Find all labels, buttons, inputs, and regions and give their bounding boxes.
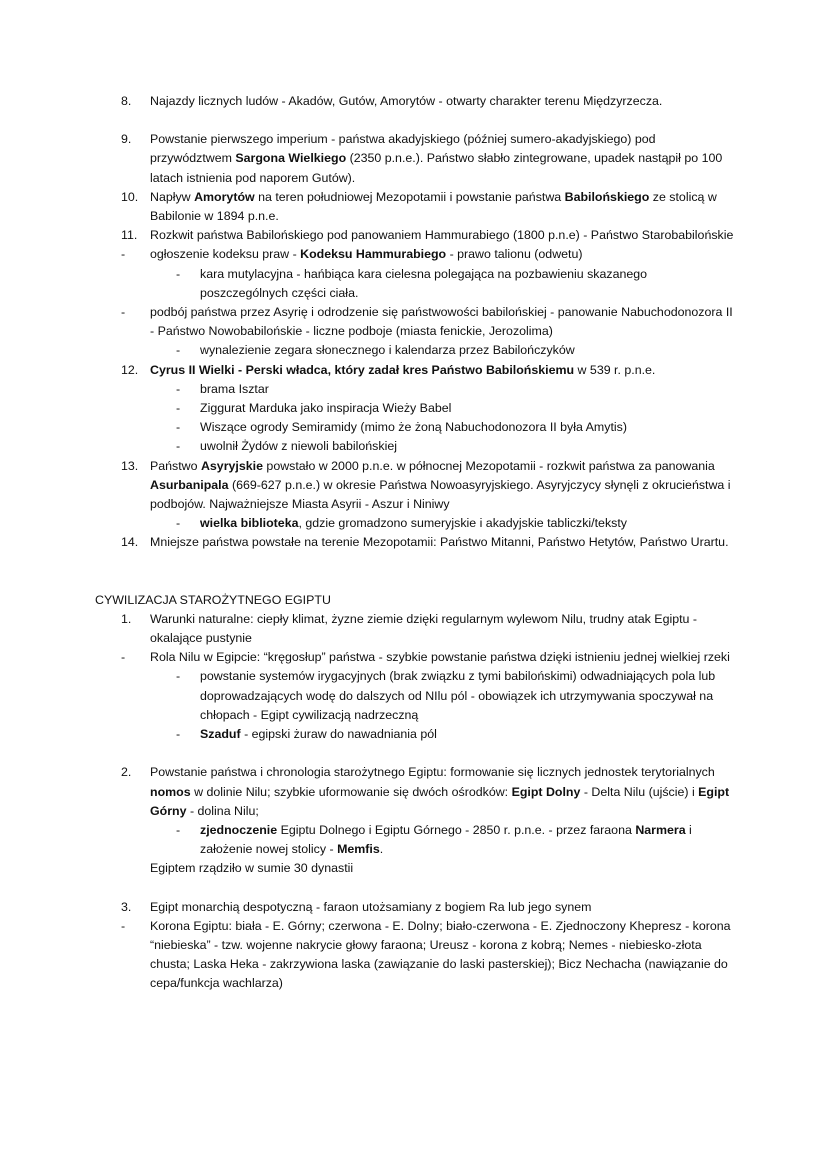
list-marker-dash: - — [121, 247, 126, 262]
sub-item-brama-isztar — [176, 380, 735, 399]
list-marker: 10. — [121, 189, 139, 204]
sub-item-text: powstanie systemów irygacyjnych (brak związku z tymi babilońskimi) odwadniających pola lub doprowadzających wodę do dalszych od NIlu pól - obowiązek ich utrzymywania spoczywał na chłopach - Egipt cywilizacją nadrzeczną — [200, 669, 716, 722]
list-item-korona-egiptu — [121, 917, 735, 994]
text-run: , gdzie gromadzono sumeryjskie i akadyjskie tabliczki/teksty — [298, 516, 627, 531]
list-item-text — [150, 763, 735, 821]
sub-item-szaduf — [176, 725, 735, 744]
sub-item-zegar-sloneczny — [176, 341, 735, 360]
text-run: powstało w 2000 p.n.e. w północnej Mezopotamii - rozkwit państwa za panowania — [262, 458, 715, 473]
list-marker-dash: - — [176, 669, 181, 684]
list-marker: 11. — [121, 228, 138, 243]
list-marker: 14. — [121, 535, 139, 550]
text-run: Rozkwit państwa Babilońskiego pod panowaniem Hammurabiego (1800 p.n.e) - Państwo Starobabilońskie — [150, 228, 734, 243]
text-run: na teren południowej Mezopotamii i powstanie państwa — [254, 189, 565, 204]
sub-item-wielka-biblioteka — [176, 514, 735, 533]
text-run: (2350 p.n.e.). Państwo słabło zintegrowane, upadek nastąpił po 100 latach istnienia pod naporem Gutów). — [150, 151, 723, 185]
list-item-text — [150, 361, 735, 380]
text-run: . — [379, 842, 384, 857]
bold-run: Memfis — [337, 842, 380, 857]
sub-item-kara-mutylacyjna — [176, 265, 735, 303]
text-run: - egipski żuraw do nawadniania pól — [240, 727, 437, 742]
text-run: ogłoszenie kodeksu praw - — [150, 247, 301, 262]
text-run: - prawo talionu (odwetu) — [446, 247, 583, 262]
list-marker: 3. — [121, 899, 132, 914]
list-item-podboj — [121, 303, 735, 341]
spacer — [95, 553, 735, 591]
bold-run: zjednoczenie — [200, 822, 278, 837]
bold-run: Sargona Wielkiego — [235, 151, 347, 166]
bold-run: Egipt Górny — [150, 784, 730, 818]
bold-run: Narmera — [635, 822, 686, 837]
text-run: Powstanie pierwszego imperium - państwa akadyjskiego (później sumero-akadyjskiego) pod przywództwem — [150, 132, 656, 166]
bold-run: Babilońskiego — [564, 189, 650, 204]
text-run: Powstanie państwa i chronologia starożytnego Egiptu: formowanie się licznych jednostek terytorialnych — [150, 765, 715, 780]
list-marker-dash: - — [176, 439, 181, 454]
bold-run: Cyrus II Wielki - Perski władca, który zadał kres Państwo Babilońskiemu — [150, 362, 575, 377]
list-marker-dash: - — [176, 822, 181, 837]
text-run: Egiptu Dolnego i Egiptu Górnego - 2850 r. p.n.e. - przez faraona — [277, 822, 636, 837]
list-marker: 1. — [121, 611, 132, 626]
sub-item-text: brama Isztar — [200, 381, 269, 396]
text-run: Napływ — [150, 189, 195, 204]
bold-run: Asyryjskie — [200, 458, 263, 473]
text-run: (669-627 p.n.e.) w okresie Państwa Nowoasyryjskiego. Asyryjczycy słynęli z okrucieństwa i podbojów. Najważniejsze Miasta Asyrii - Aszur i Niniwy — [150, 477, 731, 512]
list-marker: 12. — [121, 362, 139, 377]
text-run: ze stolicą w Babilonie w 1894 p.n.e. — [150, 189, 717, 224]
list-marker: 8. — [121, 94, 132, 108]
list-marker-dash: - — [121, 918, 126, 933]
sub-item-text: uwolnił Żydów z niewoli babilońskiej — [200, 439, 397, 454]
list-marker-dash: - — [176, 266, 181, 281]
list-item-kodeks — [121, 245, 735, 264]
text-run: - Delta Nilu (ujście) i — [580, 784, 699, 799]
list-item-text — [150, 457, 735, 515]
list-item-14 — [121, 533, 735, 552]
list-item-8 — [121, 92, 735, 111]
list-item-text: Rola Nilu w Egipcie: “kręgosłup” państwa - szybkie powstanie państwa dzięki istnieniu jednej wielkiej rzeki — [150, 650, 730, 665]
sub-item-text: wynalezienie zegara słonecznego i kalendarza przez Babilończyków — [200, 343, 575, 358]
document-body — [95, 92, 735, 994]
spacer — [95, 744, 735, 763]
spacer — [95, 111, 735, 130]
list-marker-dash: - — [176, 420, 181, 435]
bold-run: wielka biblioteka — [200, 516, 299, 531]
list-item-10 — [121, 188, 735, 226]
list-item-text: Warunki naturalne: ciepły klimat, żyzne ziemie dzięki regularnym wylewom Nilu, trudny atak Egiptu - okalające pustynie — [150, 611, 698, 646]
bold-run: Szaduf — [200, 727, 241, 742]
list-marker-dash: - — [176, 343, 181, 358]
list-marker-dash: - — [176, 401, 181, 416]
list-item-rola-nilu — [121, 648, 735, 667]
list-item-text: Korona Egiptu: biała - E. Górny; czerwona - E. Dolny; biało-czerwona - E. Zjednoczony Khepresz - korona “niebieska” - tzw. wojenne nakrycie głowy faraona; Ureusz - korona z kobrą; Nemes - niebiesko-złota chusta; Laska Heka - zakrzywiona laska (zawiązanie do laski pasterskiej); Bicz Nechacha (nawiązanie do cepa/funkcja wachlarza) — [150, 918, 731, 991]
list-item-13 — [121, 457, 735, 515]
sub-item-zjednoczenie — [176, 821, 735, 859]
spacer — [95, 879, 735, 898]
sub-item-text: Ziggurat Marduka jako inspiracja Wieży Babel — [200, 401, 452, 416]
list-marker-dash: - — [121, 650, 126, 665]
text-run: Państwo — [150, 458, 201, 473]
text-run: w 539 r. p.n.e. — [574, 362, 656, 377]
sub-item-text — [200, 725, 735, 744]
list-item-text — [150, 130, 735, 188]
sub-item-text: kara mutylacyjna - hańbiąca kara cielesna polegająca na pozbawieniu skazanego poszczególnych części ciała. — [200, 266, 648, 300]
list-marker-dash: - — [176, 727, 181, 742]
bold-run: Amorytów — [194, 189, 255, 204]
sub-item-systemy-irygacyjne — [176, 667, 735, 725]
list-item-text: Egipt monarchią despotyczną - faraon utożsamiany z bogiem Ra lub jego synem — [150, 899, 592, 914]
list-marker: 2. — [121, 765, 132, 780]
list-item-egipt-1 — [121, 610, 735, 648]
text-run: Najazdy licznych ludów - Akadów, Gutów, Amorytów - otwarty charakter terenu Międzyrzecza. — [150, 94, 663, 108]
bold-run: Kodeksu Hammurabiego — [300, 247, 447, 262]
list-item-text — [150, 245, 735, 264]
list-item-text: Mniejsze państwa powstałe na terenie Mezopotamii: Państwo Mitanni, Państwo Hetytów, Państwo Urartu. — [150, 535, 729, 550]
text-run: - dolina Nilu; — [186, 803, 259, 818]
bold-run: nomos — [150, 784, 191, 799]
list-item-text: podbój państwa przez Asyrię i odrodzenie się państwowości babilońskiej - panowanie Nabuchodonozora II - Państwo Nowobabilońskie - liczne podboje (miasta fenickie, Jerozolima) — [150, 305, 733, 339]
sub-item-text: Wiszące ogrody Semiramidy (mimo że żoną Nabuchodonozora II była Amytis) — [200, 420, 627, 435]
sub-item-ziggurat-marduka — [176, 399, 735, 418]
list-item-text — [150, 92, 735, 111]
list-marker: 13. — [121, 458, 139, 473]
list-item-11 — [121, 226, 735, 245]
bold-run: Egipt Dolny — [511, 784, 581, 799]
sub-item-wiszace-ogrody — [176, 418, 735, 437]
list-item-text — [150, 226, 735, 245]
list-item-egipt-2 — [121, 763, 735, 821]
list-item-egipt-3 — [121, 898, 735, 917]
bold-run: Asurbanipala — [150, 477, 229, 492]
sub-item-text — [200, 821, 735, 859]
list-item-9 — [121, 130, 735, 188]
list-marker-dash: - — [121, 305, 126, 320]
list-item-12 — [121, 361, 735, 380]
paragraph-dynastie: Egiptem rządziło w sumie 30 dynastii — [150, 861, 354, 876]
sub-item-uwolnil-zydow — [176, 437, 735, 456]
list-marker-dash: - — [176, 381, 181, 396]
sub-item-text — [200, 514, 735, 533]
section-heading-egipt: CYWILIZACJA STAROŻYTNEGO EGIPTU — [95, 592, 331, 607]
list-marker: 9. — [121, 132, 132, 147]
text-run: w dolinie Nilu; szybkie uformowanie się dwóch ośrodków: — [190, 784, 512, 799]
list-item-text — [150, 188, 735, 226]
text-run: i założenie nowej stolicy - — [200, 822, 692, 857]
list-marker-dash: - — [176, 516, 181, 531]
